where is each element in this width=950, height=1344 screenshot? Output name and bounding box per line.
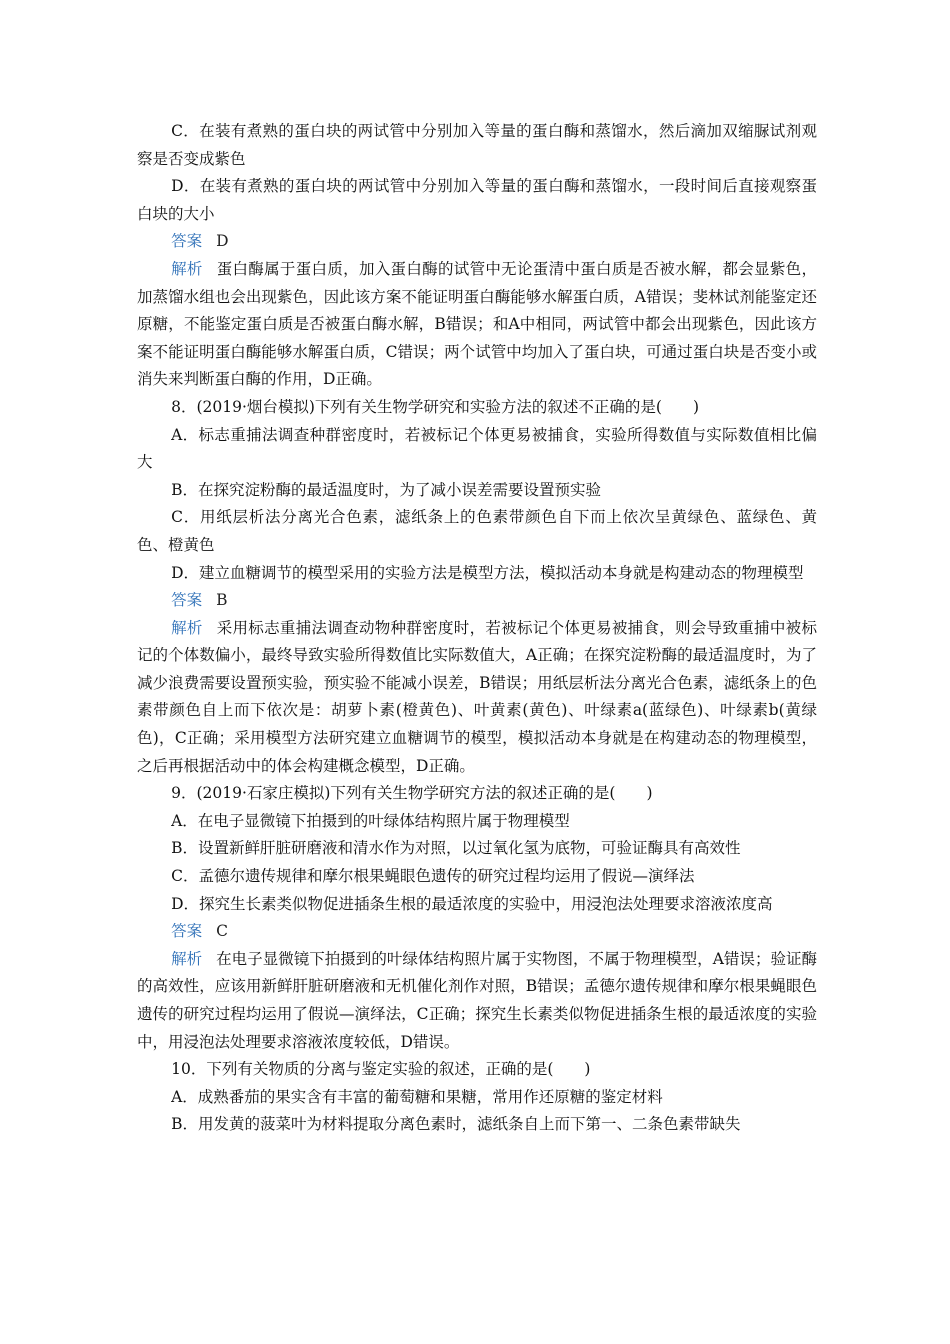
answer-value: D (216, 232, 229, 251)
q10-option-a: A．成熟番茄的果实含有丰富的葡萄糖和果糖，常用作还原糖的鉴定材料 (171, 1087, 663, 1106)
q9-stem: 9．(2019·石家庄模拟)下列有关生物学研究方法的叙述正确的是( ) (171, 784, 653, 803)
q8-option-c: C．用纸层析法分离光合色素，滤纸条上的色素带颜色自下而上依次呈黄绿色、蓝绿色、黄色、橙黄色 (137, 508, 817, 554)
analysis-text: 在电子显微镜下拍摄到的叶绿体结构照片属于实物图，不属于物理模型，A错误；验证酶的高效性，应该用新鲜肝脏研磨液和无机催化剂作对照，B错误；孟德尔遗传规律和摩尔根果蝇眼色遗传的研究过程均运用了假说—演绎法，C正确；探究生长素类似物促进插条生根的最适浓度的实验中，用浸泡法处理要求溶液浓度较低，D错误。 (137, 949, 817, 1051)
answer-label: 答案 (171, 591, 203, 610)
q9-option-b: B．设置新鲜肝脏研磨液和清水作为对照，以过氧化氢为底物，可验证酶具有高效性 (171, 839, 741, 858)
q9-analysis (137, 946, 817, 1056)
q8-analysis (137, 615, 817, 781)
q9-answer (137, 918, 817, 946)
q8-answer (137, 587, 817, 615)
analysis-label: 解析 (171, 949, 203, 968)
q8-stem: 8．(2019·烟台模拟)下列有关生物学研究和实验方法的叙述不正确的是( ) (171, 397, 700, 416)
analysis-text: 采用标志重捕法调查动物种群密度时，若被标记个体更易被捕食，则会导致重捕中被标记的个体数偏小，最终导致实验所得数值比实际数值大，A正确；在探究淀粉酶的最适温度时，为了减少浪费需要设置预实验，预实验不能减小误差，B错误；用纸层析法分离光合色素，滤纸条上的色素带颜色自上而下依次是：胡萝卜素(橙黄色)、叶黄素(黄色)、叶绿素a(蓝绿色)、叶绿素b(黄绿色)，C正确；采用模型方法研究建立血糖调节的模型，模拟活动本身就是在构建动态的物理模型，之后再根据活动中的体会构建概念模型，D正确。 (137, 618, 817, 775)
page-content (137, 118, 817, 1139)
answer-label: 答案 (171, 232, 203, 251)
q7-option-c: C．在装有煮熟的蛋白块的两试管中分别加入等量的蛋白酶和蒸馏水，然后滴加双缩脲试剂观察是否变成紫色 (137, 122, 817, 168)
answer-value: B (216, 591, 228, 610)
answer-value: C (216, 922, 228, 941)
q7-analysis (137, 256, 817, 394)
q8-option-b: B．在探究淀粉酶的最适温度时，为了减小误差需要设置预实验 (171, 480, 601, 499)
q8-option-a: A．标志重捕法调查种群密度时，若被标记个体更易被捕食，实验所得数值与实际数值相比偏大 (137, 425, 817, 472)
q9-option-d: D．探究生长素类似物促进插条生根的最适浓度的实验中，用浸泡法处理要求溶液浓度高 (171, 894, 773, 913)
answer-label: 答案 (171, 922, 203, 941)
q10-stem: 10．下列有关物质的分离与鉴定实验的叙述，正确的是( ) (171, 1060, 591, 1079)
analysis-label: 解析 (171, 618, 203, 637)
q8-option-d: D．建立血糖调节的模型采用的实验方法是模型方法，模拟活动本身就是构建动态的物理模型 (171, 563, 804, 582)
q9-option-c: C．孟德尔遗传规律和摩尔根果蝇眼色遗传的研究过程均运用了假说—演绎法 (171, 867, 695, 886)
analysis-text: 蛋白酶属于蛋白质，加入蛋白酶的试管中无论蛋清中蛋白质是否被水解，都会显紫色，加蒸馏水组也会出现紫色，因此该方案不能证明蛋白酶能够水解蛋白质，A错误；斐林试剂能鉴定还原糖，不能鉴定蛋白质是否被蛋白酶水解，B错误；和A中相同，两试管中都会出现紫色，因此该方案不能证明蛋白酶能够水解蛋白质，C错误；两个试管中均加入了蛋白块，可通过蛋白块是否变小或消失来判断蛋白酶的作用，D正确。 (137, 259, 817, 389)
q9-option-a: A．在电子显微镜下拍摄到的叶绿体结构照片属于物理模型 (171, 811, 570, 830)
q10-option-b: B．用发黄的菠菜叶为材料提取分离色素时，滤纸条自上而下第一、二条色素带缺失 (171, 1115, 741, 1134)
analysis-label: 解析 (171, 259, 203, 278)
q7-answer (137, 228, 817, 256)
q7-option-d: D．在装有煮熟的蛋白块的两试管中分别加入等量的蛋白酶和蒸馏水，一段时间后直接观察蛋白块的大小 (137, 177, 817, 223)
